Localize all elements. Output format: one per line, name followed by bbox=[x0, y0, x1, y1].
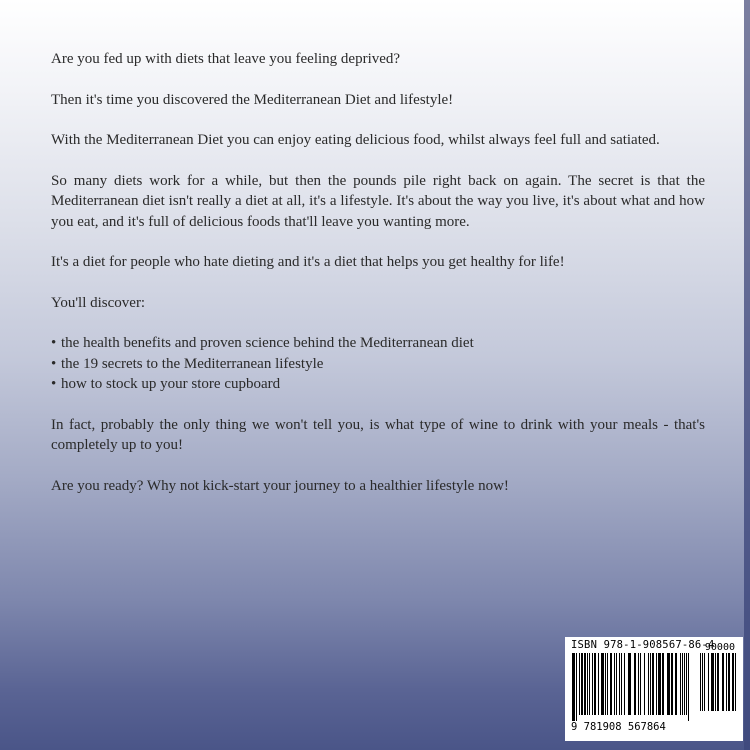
barcode-bar bbox=[589, 653, 590, 715]
barcode-bar bbox=[662, 653, 664, 715]
isbn-number: ISBN 978-1-908567-86-4 bbox=[571, 639, 715, 651]
barcode-bar bbox=[711, 653, 714, 711]
list-item bbox=[51, 374, 705, 395]
barcode-bar bbox=[594, 653, 596, 715]
barcode-bar bbox=[624, 653, 625, 715]
barcode-bar bbox=[621, 653, 622, 715]
bullet-icon: • bbox=[51, 355, 57, 372]
list-item bbox=[51, 354, 705, 375]
barcode-bar bbox=[616, 653, 617, 715]
barcode-bar bbox=[640, 653, 641, 715]
ean-barcode-icon bbox=[571, 653, 691, 721]
barcode-bar bbox=[619, 653, 620, 715]
barcode-bar bbox=[576, 653, 577, 721]
barcode-bar bbox=[680, 653, 681, 715]
barcode-bar bbox=[715, 653, 716, 711]
barcode-bar bbox=[581, 653, 583, 715]
barcode-bar bbox=[700, 653, 701, 711]
barcode-bar bbox=[722, 653, 724, 711]
blurb-paragraph-4: So many diets work for a while, but then the pounds pile right back on again. The secret is that the Mediterranean diet isn't really a diet at all, it's a lifestyle. It's about the way you live, it's about what and how you eat, and it's full of delicious foods that'll leave you wanting more. bbox=[51, 172, 705, 230]
barcode-bar bbox=[605, 653, 606, 715]
list-item bbox=[51, 333, 705, 354]
barcode-bar bbox=[572, 653, 575, 721]
addon-barcode-icon bbox=[699, 653, 737, 711]
barcode-bar bbox=[628, 653, 631, 715]
discover-list bbox=[51, 333, 705, 395]
list-item-text: the health benefits and proven science behind the Mediterranean diet bbox=[61, 335, 474, 351]
isbn-barcode bbox=[565, 637, 743, 741]
barcode-bar bbox=[732, 653, 734, 711]
barcode-bar bbox=[708, 653, 709, 711]
barcode-bar bbox=[634, 653, 636, 715]
barcode-bar bbox=[728, 653, 730, 711]
barcode-bar bbox=[675, 653, 677, 715]
barcode-bar bbox=[601, 653, 604, 715]
barcode-bar bbox=[671, 653, 673, 715]
barcode-bar bbox=[688, 653, 689, 721]
barcode-bar bbox=[644, 653, 645, 715]
barcode-bar bbox=[652, 653, 654, 715]
barcode-bar bbox=[717, 653, 719, 711]
addon-price-code: 90000 bbox=[704, 642, 735, 653]
barcode-bar bbox=[584, 653, 586, 715]
barcode-bar bbox=[735, 653, 736, 711]
barcode-bar bbox=[587, 653, 588, 715]
barcode-bar bbox=[656, 653, 657, 715]
list-item-text: the 19 secrets to the Mediterranean lifestyle bbox=[61, 355, 324, 372]
blurb-paragraph-1: Are you fed up with diets that leave you feeling deprived? bbox=[51, 51, 401, 67]
barcode-bar bbox=[579, 653, 580, 715]
barcode-bar bbox=[610, 653, 612, 715]
spine-edge bbox=[744, 0, 750, 750]
barcode-bar bbox=[686, 653, 687, 715]
barcode-bar bbox=[607, 653, 608, 715]
bullet-icon: • bbox=[51, 376, 57, 392]
barcode-bar bbox=[667, 653, 670, 715]
barcode-bar bbox=[658, 653, 661, 715]
barcode-bar bbox=[684, 653, 685, 715]
barcode-bar bbox=[614, 653, 615, 715]
barcode-bar bbox=[592, 653, 593, 715]
barcode-bar bbox=[650, 653, 651, 715]
ean-digits: 9 781908 567864 bbox=[571, 721, 666, 733]
blurb-discover-intro: You'll discover: bbox=[51, 294, 146, 311]
barcode-bar bbox=[702, 653, 703, 711]
bullet-icon: • bbox=[51, 335, 57, 351]
blurb-paragraph-5: It's a diet for people who hate dieting and it's a diet that helps you get healthy for life! bbox=[51, 254, 565, 270]
back-cover-blurb bbox=[51, 49, 705, 516]
barcode-bar bbox=[726, 653, 727, 711]
blurb-paragraph-2: Then it's time you discovered the Mediterranean Diet and lifestyle! bbox=[51, 91, 454, 108]
barcode-bar bbox=[598, 653, 599, 715]
barcode-bar bbox=[704, 653, 705, 711]
blurb-paragraph-8: Are you ready? Why not kick-start your journey to a healthier lifestyle now! bbox=[51, 477, 509, 494]
blurb-paragraph-3: With the Mediterranean Diet you can enjoy eating delicious food, whilst always feel full and satiated. bbox=[51, 132, 660, 148]
barcode-bar bbox=[648, 653, 649, 715]
barcode-bar bbox=[638, 653, 639, 715]
blurb-paragraph-7: In fact, probably the only thing we won't tell you, is what type of wine to drink with your meals - that's completely up to you! bbox=[51, 416, 705, 453]
list-item-text: how to stock up your store cupboard bbox=[61, 376, 281, 392]
barcode-bar bbox=[682, 653, 683, 715]
